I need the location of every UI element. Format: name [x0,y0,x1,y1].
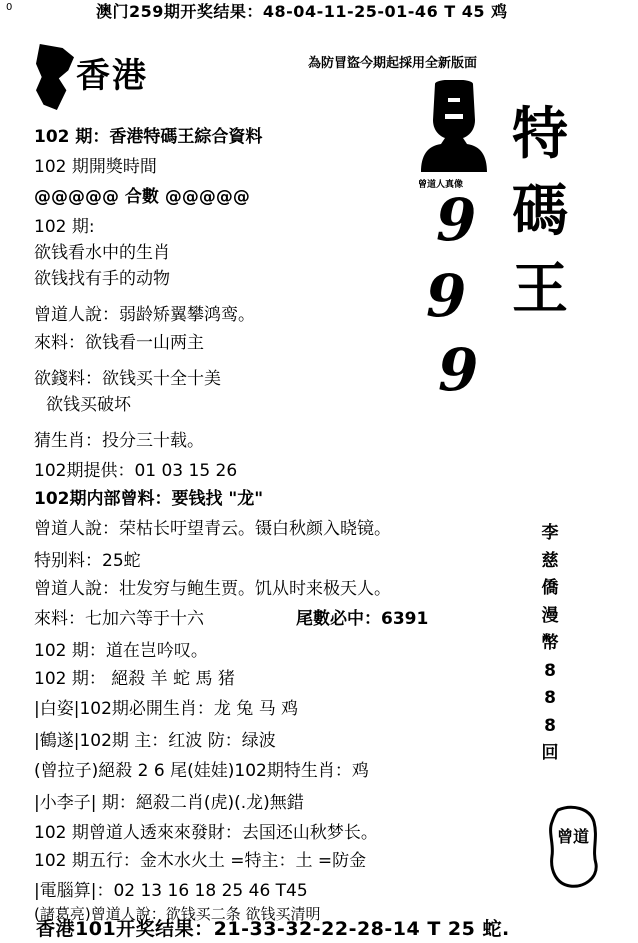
info-line: 曾道人說：壮发穷与鲍生贾。饥从时来极天人。 [34,579,391,599]
info-line: 曾道人說：弱龄矫翼攀鸿鸾。 [34,305,255,325]
info-line: 欲钱找有手的动物 [34,269,170,289]
vertical-side-text [530,520,570,768]
info-line: |白姿|102期必開生肖：龙 兔 马 鸡 [34,699,299,719]
info-line: 特别料：25蛇 [34,551,141,571]
side-char: 漫 [541,605,559,626]
info-line: 猜生肖：投分三十载。 [34,431,204,451]
info-line: 欲錢料：欲钱买十全十美 [34,369,221,389]
stamp-char: 曾道 [556,827,590,846]
info-line: @@@@@ 合數 @@@@@ [34,187,250,207]
info-line: 102 期五行：金木水火土 =特主：土 =防金 [34,851,367,871]
info-line: (諸葛亮)曾道人說：欲钱买二条 欲钱买清明 [34,905,321,923]
side-char: 8 [544,688,556,709]
info-line: 102 期： 絕殺 羊 蛇 馬 猪 [34,669,235,689]
big-digit-2: 9 [426,262,467,330]
info-line: |鶴遂|102期 主：红波 防：绿波 [34,731,276,751]
info-line: 102期内部曾料：要钱找 "龙" [34,489,264,509]
vertical-title-char: 碼 [512,179,568,245]
side-char: 8 [544,715,556,736]
side-char: 慈 [541,550,559,571]
info-line: 來料：欲钱看一山两主 [34,333,204,353]
macau-result-bar [0,0,638,20]
info-line: 102 期曾道人透來來發財：去国还山秋梦长。 [34,823,378,843]
info-line: |小李子| 期：絕殺二肖(虎)(.龙)無錯 [34,793,304,813]
portrait-caption: 曾道人真像 [418,180,464,190]
info-line: 尾數必中：6391 [296,609,429,629]
hk-result-text: 香港101开奖结果：21-33-32-22-28-14 T 25 蛇. [36,918,510,940]
info-line: 102 期: [34,217,95,237]
big-digit-3: 9 [438,336,479,404]
notice-text: 為防冒盜今期起採用全新版面 [308,56,478,71]
macau-result-text: 澳门259期开奖结果：48-04-11-25-01-46 T 45 鸡 [96,2,508,21]
vertical-title [508,96,572,328]
portrait-silhouette-icon [421,80,487,172]
big-digit-1: 9 [436,186,477,254]
side-char: 回 [541,743,559,764]
logo-text: 香港 [76,56,148,96]
corner-mark: 0 [6,2,13,13]
info-line: 102 期開獎時間 [34,157,157,177]
info-line: |電腦算|：02 13 16 18 25 46 T45 [34,881,308,901]
info-line: 欲钱买破坏 [46,395,131,415]
side-char: 8 [544,660,556,681]
side-char: 幣 [541,633,559,654]
info-line: 欲钱看水中的生肖 [34,243,170,263]
info-line: 曾道人說：荣枯长吁望青云。镊白秋颜入晓镜。 [34,519,391,539]
info-line: 102期提供：01 03 15 26 [34,461,238,481]
info-line: 102 期：香港特碼王綜合資料 [34,127,263,147]
side-char: 李 [541,523,559,543]
side-char: 僑 [541,578,559,599]
info-line: 來料：七加六等于十六 [34,609,204,629]
logo-emblem-icon [36,44,74,110]
info-line: 102 期：道在岂吟叹。 [34,641,208,661]
seal-stamp-icon [548,804,598,890]
vertical-title-char: 王 [512,256,568,322]
vertical-title-char: 特 [512,102,568,167]
info-line: (曾拉子)絕殺 2 6 尾(娃娃)102期特生肖：鸡 [34,761,369,781]
